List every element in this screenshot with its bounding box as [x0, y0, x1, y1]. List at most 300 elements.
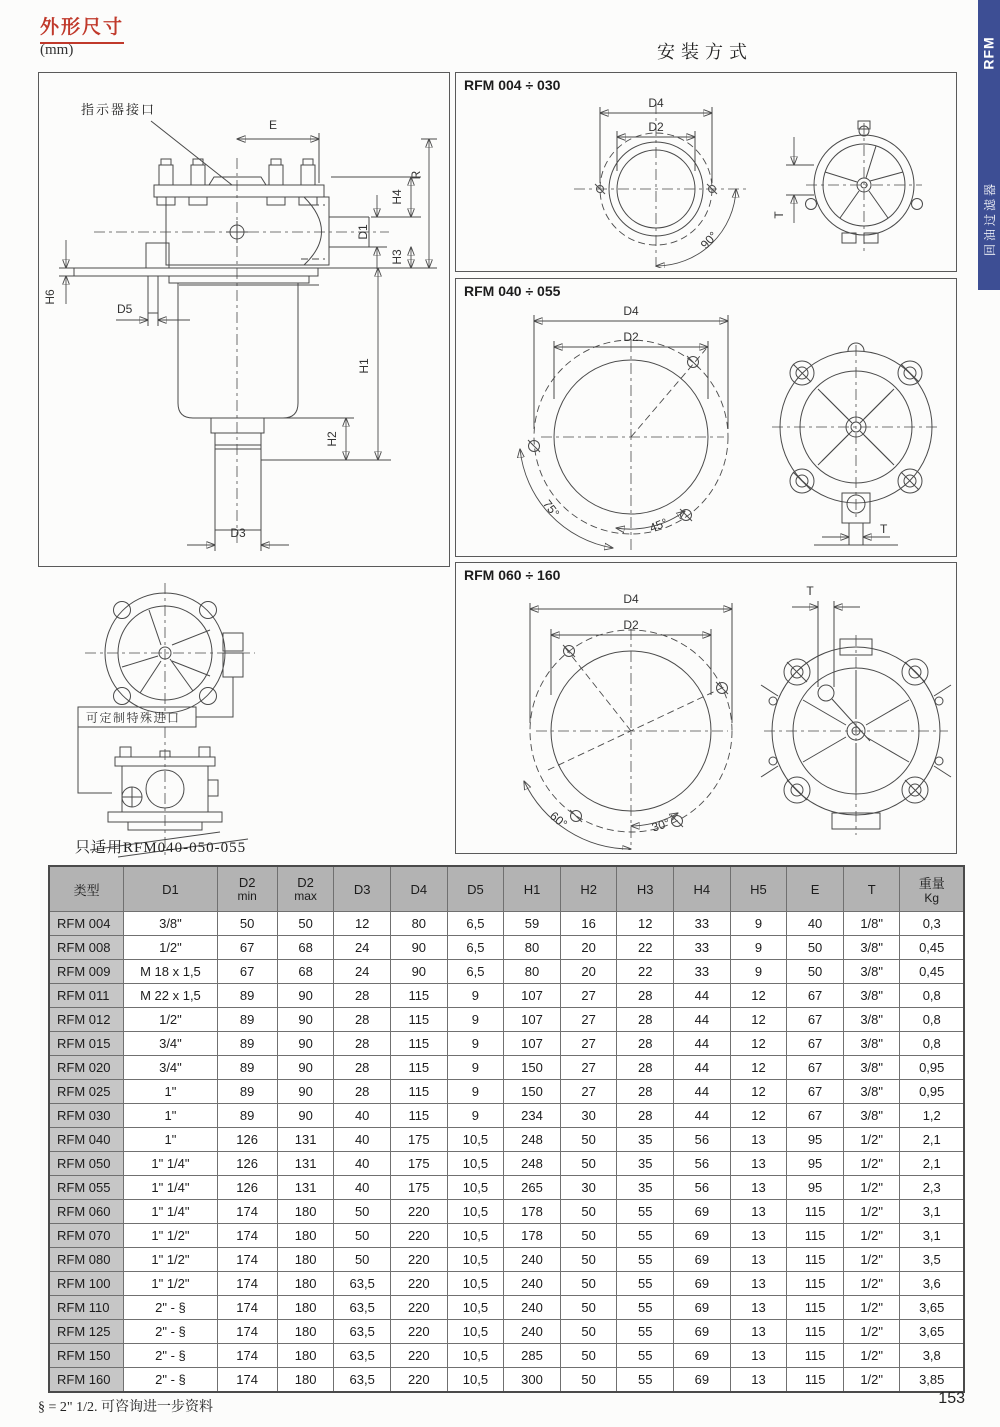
dim-value: 2" - § [124, 1320, 217, 1344]
dim-value: 115 [787, 1200, 844, 1224]
dim-value: 50 [560, 1224, 617, 1248]
model-name: RFM 160 [49, 1368, 124, 1393]
dim-value: 240 [504, 1320, 561, 1344]
dim-value: 13 [730, 1344, 787, 1368]
model-name: RFM 025 [49, 1080, 124, 1104]
dim-value: 9 [447, 984, 504, 1008]
col-header-14: 重量 Kg [900, 866, 964, 912]
dim-value: 175 [391, 1176, 448, 1200]
dim-value: 0,8 [900, 984, 964, 1008]
dim-value: 33 [674, 936, 731, 960]
col-header-11: H5 [730, 866, 787, 912]
dim-value: 90 [277, 1056, 334, 1080]
dim-value: 1" 1/2" [124, 1248, 217, 1272]
dim-value: 13 [730, 1176, 787, 1200]
dim-value: 44 [674, 1032, 731, 1056]
dim-value: 174 [217, 1320, 277, 1344]
dim-value: 24 [334, 960, 391, 984]
col-header-7: H1 [504, 866, 561, 912]
dim-value: 12 [730, 1080, 787, 1104]
dim-value: 56 [674, 1176, 731, 1200]
table-row [49, 1080, 964, 1104]
dim-value: 50 [560, 1128, 617, 1152]
filter-side-view-drawing [39, 73, 449, 566]
dim-value: 1,2 [900, 1104, 964, 1128]
dim-value: 10,5 [447, 1320, 504, 1344]
model-name: RFM 055 [49, 1176, 124, 1200]
dim-value: 115 [391, 1080, 448, 1104]
dim-value: 220 [391, 1296, 448, 1320]
panel-title: RFM 060 ÷ 160 [464, 567, 561, 583]
dim-value: 50 [334, 1224, 391, 1248]
table-row [49, 1128, 964, 1152]
dim-value: 89 [217, 1104, 277, 1128]
special-inlet-caption: 只适用RFM040-050-055 [75, 840, 247, 856]
dim-value: 90 [391, 936, 448, 960]
dim-value: 55 [617, 1368, 674, 1393]
dim-value: 248 [504, 1152, 561, 1176]
page-title: 外形尺寸 [40, 12, 124, 44]
dim-value: 3/8" [843, 960, 900, 984]
dim-value: 220 [391, 1344, 448, 1368]
dim-value: 1/2" [124, 1008, 217, 1032]
dim-value: 1/2" [843, 1272, 900, 1296]
dim-value: 44 [674, 1056, 731, 1080]
unit-label: (mm) [40, 42, 74, 58]
dim-value: 9 [730, 912, 787, 936]
dim-value: 13 [730, 1224, 787, 1248]
dim-value: 0,8 [900, 1008, 964, 1032]
side-tab-model-label: RFM [981, 36, 998, 70]
angle-label-45: 45° [647, 515, 670, 536]
page-number: 153 [938, 1390, 965, 1407]
angle-label-30: 30° [649, 815, 672, 835]
dim-value: 50 [334, 1248, 391, 1272]
dim-value: 126 [217, 1152, 277, 1176]
col-header-9: H3 [617, 866, 674, 912]
dim-value: 95 [787, 1152, 844, 1176]
dim-value: 40 [334, 1104, 391, 1128]
table-row [49, 1104, 964, 1128]
dim-value: 3/8" [124, 912, 217, 936]
mounting-panel-004-030 [455, 72, 957, 272]
dim-value: 115 [787, 1248, 844, 1272]
dim-value: 89 [217, 1008, 277, 1032]
dim-value: 28 [334, 1056, 391, 1080]
dim-value: 1" 1/4" [124, 1200, 217, 1224]
dim-label-r: R [409, 170, 423, 180]
dim-value: 0,3 [900, 912, 964, 936]
dim-value: 174 [217, 1368, 277, 1393]
panel-title: RFM 004 ÷ 030 [464, 77, 561, 93]
dim-value: 68 [277, 936, 334, 960]
dim-value: 80 [504, 960, 561, 984]
dim-value: 1" [124, 1128, 217, 1152]
dim-value: 69 [674, 1200, 731, 1224]
spec-table-head [49, 866, 964, 912]
dim-label-h1: H1 [357, 358, 371, 374]
dim-value: 2,1 [900, 1152, 964, 1176]
dim-value: 107 [504, 1032, 561, 1056]
dim-value: 3,8 [900, 1344, 964, 1368]
dim-value: 28 [334, 1080, 391, 1104]
dim-label-d2: D2 [623, 330, 639, 344]
dim-value: 2" - § [124, 1344, 217, 1368]
dim-value: 2,1 [900, 1128, 964, 1152]
dim-value: 1" 1/2" [124, 1272, 217, 1296]
dim-value: 115 [391, 1032, 448, 1056]
dim-value: 126 [217, 1176, 277, 1200]
dim-value: 2,3 [900, 1176, 964, 1200]
dim-value: 67 [217, 960, 277, 984]
dim-value: 1/2" [124, 936, 217, 960]
dim-value: 67 [787, 1008, 844, 1032]
dim-value: 30 [560, 1176, 617, 1200]
dim-label-d3: D3 [230, 526, 246, 540]
mounting-drawing-040-055 [456, 279, 953, 553]
dim-value: 3,6 [900, 1272, 964, 1296]
dim-value: 2" - § [124, 1368, 217, 1393]
dim-value: 55 [617, 1296, 674, 1320]
dim-value: 10,5 [447, 1152, 504, 1176]
dim-value: 90 [277, 1080, 334, 1104]
table-row [49, 1344, 964, 1368]
dim-value: 59 [504, 912, 561, 936]
panel-title: RFM 040 ÷ 055 [464, 283, 561, 299]
dim-value: 220 [391, 1200, 448, 1224]
angle-label-90: 90° [697, 228, 721, 252]
dim-value: 50 [277, 912, 334, 936]
dim-value: 55 [617, 1272, 674, 1296]
dim-value: 55 [617, 1248, 674, 1272]
dim-value: 13 [730, 1200, 787, 1224]
dim-value: 90 [277, 984, 334, 1008]
dim-value: 28 [617, 1032, 674, 1056]
dim-value: 95 [787, 1176, 844, 1200]
dim-value: 0,45 [900, 960, 964, 984]
dim-value: 10,5 [447, 1296, 504, 1320]
model-name: RFM 125 [49, 1320, 124, 1344]
dim-value: 175 [391, 1152, 448, 1176]
spec-table [48, 865, 965, 1393]
dim-value: 115 [787, 1272, 844, 1296]
table-row [49, 912, 964, 936]
dim-value: 6,5 [447, 960, 504, 984]
dim-value: 10,5 [447, 1368, 504, 1393]
dim-value: 44 [674, 1104, 731, 1128]
dim-value: 3,65 [900, 1320, 964, 1344]
model-name: RFM 050 [49, 1152, 124, 1176]
dim-value: 10,5 [447, 1272, 504, 1296]
dim-value: 0,8 [900, 1032, 964, 1056]
dim-value: 9 [730, 960, 787, 984]
dim-value: 27 [560, 984, 617, 1008]
dim-value: 69 [674, 1320, 731, 1344]
dim-value: 50 [787, 936, 844, 960]
dim-value: 131 [277, 1176, 334, 1200]
table-header-row [49, 866, 964, 912]
dim-value: 50 [217, 912, 277, 936]
dim-value: 12 [730, 1032, 787, 1056]
dim-value: 12 [730, 1008, 787, 1032]
dim-label-d1: D1 [356, 224, 370, 240]
dim-value: 12 [617, 912, 674, 936]
dim-value: 234 [504, 1104, 561, 1128]
dim-value: 13 [730, 1152, 787, 1176]
dim-value: 1/2" [843, 1320, 900, 1344]
model-name: RFM 070 [49, 1224, 124, 1248]
dim-value: 13 [730, 1320, 787, 1344]
dim-value: 1/2" [843, 1344, 900, 1368]
dim-label-d4: D4 [648, 96, 664, 110]
dim-value: 69 [674, 1248, 731, 1272]
side-tab [978, 0, 1000, 290]
table-row [49, 1032, 964, 1056]
mounting-drawing-004-030 [456, 73, 953, 268]
dim-value: 131 [277, 1128, 334, 1152]
dim-value: 220 [391, 1272, 448, 1296]
dim-value: 63,5 [334, 1296, 391, 1320]
dim-value: 9 [447, 1008, 504, 1032]
dim-value: 50 [560, 1248, 617, 1272]
dim-value: 0,45 [900, 936, 964, 960]
dim-value: 3,65 [900, 1296, 964, 1320]
dim-value: 180 [277, 1272, 334, 1296]
col-header-8: H2 [560, 866, 617, 912]
dim-value: 1" 1/4" [124, 1152, 217, 1176]
table-row [49, 1224, 964, 1248]
dim-value: 40 [334, 1176, 391, 1200]
dim-value: 1/2" [843, 1176, 900, 1200]
dim-value: 1/2" [843, 1152, 900, 1176]
dim-value: 89 [217, 984, 277, 1008]
dim-value: 115 [787, 1368, 844, 1393]
model-name: RFM 012 [49, 1008, 124, 1032]
dim-value: 3/8" [843, 1080, 900, 1104]
dim-value: 50 [787, 960, 844, 984]
dim-label-d5: D5 [117, 302, 133, 316]
dim-value: 28 [617, 1008, 674, 1032]
dim-value: 10,5 [447, 1224, 504, 1248]
dim-value: 90 [391, 960, 448, 984]
dim-value: 63,5 [334, 1368, 391, 1393]
dim-value: 67 [787, 1056, 844, 1080]
special-inlet-callout: 可定制特殊进口 [86, 711, 181, 725]
model-name: RFM 080 [49, 1248, 124, 1272]
dim-value: 174 [217, 1296, 277, 1320]
dim-value: 13 [730, 1128, 787, 1152]
dim-value: 63,5 [334, 1320, 391, 1344]
model-name: RFM 110 [49, 1296, 124, 1320]
dim-value: 3/4" [124, 1032, 217, 1056]
model-name: RFM 009 [49, 960, 124, 984]
col-header-5: D4 [391, 866, 448, 912]
dim-value: 20 [560, 960, 617, 984]
dim-value: 115 [787, 1344, 844, 1368]
dim-value: 220 [391, 1320, 448, 1344]
col-header-13: T [843, 866, 900, 912]
dim-label-d2: D2 [623, 618, 639, 632]
dim-value: 240 [504, 1248, 561, 1272]
dim-value: 1" [124, 1080, 217, 1104]
dim-value: 3/8" [843, 936, 900, 960]
dim-value: 12 [730, 1104, 787, 1128]
dim-value: 9 [447, 1056, 504, 1080]
dim-value: 300 [504, 1368, 561, 1393]
side-tab-category-label: 回油过滤器 [982, 180, 997, 256]
dim-value: 174 [217, 1224, 277, 1248]
dim-value: 63,5 [334, 1272, 391, 1296]
dim-value: 28 [617, 1080, 674, 1104]
dim-value: 248 [504, 1128, 561, 1152]
dim-value: 40 [334, 1128, 391, 1152]
table-row [49, 1368, 964, 1393]
dim-value: 10,5 [447, 1176, 504, 1200]
dim-value: 3,1 [900, 1200, 964, 1224]
col-header-10: H4 [674, 866, 731, 912]
dim-value: 3/4" [124, 1056, 217, 1080]
dim-value: 27 [560, 1056, 617, 1080]
dim-value: 35 [617, 1152, 674, 1176]
dim-value: 40 [787, 912, 844, 936]
col-header-1: D1 [124, 866, 217, 912]
dim-value: 13 [730, 1368, 787, 1393]
special-inlet-drawing [60, 575, 350, 865]
table-row [49, 1320, 964, 1344]
footnote: § = 2" 1/2. 可咨询进一步资料 [38, 1400, 213, 1415]
table-row [49, 1200, 964, 1224]
dim-value: 89 [217, 1080, 277, 1104]
dim-value: 174 [217, 1344, 277, 1368]
install-title: 安装方式 [657, 42, 753, 62]
table-row [49, 1152, 964, 1176]
dim-value: 1/2" [843, 1128, 900, 1152]
dim-label-d2: D2 [648, 120, 664, 134]
dim-value: 115 [391, 1008, 448, 1032]
dim-value: 44 [674, 984, 731, 1008]
dim-value: 180 [277, 1320, 334, 1344]
table-body [49, 912, 964, 1393]
dim-label-h3: H3 [390, 249, 404, 265]
dim-value: 1/2" [843, 1248, 900, 1272]
dim-value: 28 [334, 984, 391, 1008]
dim-value: 89 [217, 1032, 277, 1056]
dim-value: 107 [504, 1008, 561, 1032]
dim-value: 27 [560, 1032, 617, 1056]
dim-value: 67 [787, 1032, 844, 1056]
model-name: RFM 015 [49, 1032, 124, 1056]
dim-value: 240 [504, 1272, 561, 1296]
dim-value: 220 [391, 1248, 448, 1272]
dim-value: 1/2" [843, 1224, 900, 1248]
dim-value: 67 [787, 1080, 844, 1104]
dim-value: 10,5 [447, 1128, 504, 1152]
col-header-4: D3 [334, 866, 391, 912]
dim-value: 180 [277, 1248, 334, 1272]
dim-value: 30 [560, 1104, 617, 1128]
col-header-6: D5 [447, 866, 504, 912]
col-header-12: E [787, 866, 844, 912]
dim-value: 90 [277, 1008, 334, 1032]
dim-value: 50 [334, 1200, 391, 1224]
model-name: RFM 004 [49, 912, 124, 936]
model-name: RFM 150 [49, 1344, 124, 1368]
table-row [49, 1272, 964, 1296]
dim-value: 1/2" [843, 1200, 900, 1224]
dim-value: 115 [787, 1320, 844, 1344]
dim-value: 131 [277, 1152, 334, 1176]
dim-value: 55 [617, 1344, 674, 1368]
dim-label-t: T [806, 584, 814, 598]
mounting-drawing-060-160 [456, 563, 953, 850]
dim-value: 28 [617, 984, 674, 1008]
dim-value: 12 [730, 984, 787, 1008]
dim-value: 44 [674, 1080, 731, 1104]
dim-label-e: E [268, 118, 278, 132]
dim-value: 50 [560, 1344, 617, 1368]
dim-value: 27 [560, 1080, 617, 1104]
model-name: RFM 008 [49, 936, 124, 960]
col-header-3: D2 max [277, 866, 334, 912]
dim-value: 115 [787, 1224, 844, 1248]
dim-value: 68 [277, 960, 334, 984]
dim-value: 1/2" [843, 1368, 900, 1393]
dim-value: 90 [277, 1032, 334, 1056]
dim-value: 6,5 [447, 912, 504, 936]
dim-value: 27 [560, 1008, 617, 1032]
dim-value: 115 [391, 984, 448, 1008]
table-row [49, 1176, 964, 1200]
dim-value: 50 [560, 1368, 617, 1393]
dim-value: 180 [277, 1296, 334, 1320]
dim-value: 40 [334, 1152, 391, 1176]
dim-label-d4: D4 [623, 304, 639, 318]
dim-value: 0,95 [900, 1080, 964, 1104]
table-row [49, 1296, 964, 1320]
dim-value: 55 [617, 1200, 674, 1224]
dim-value: 28 [617, 1104, 674, 1128]
dim-value: 0,95 [900, 1056, 964, 1080]
dim-value: 175 [391, 1128, 448, 1152]
dim-value: 33 [674, 912, 731, 936]
dim-value: 265 [504, 1176, 561, 1200]
dim-value: 56 [674, 1128, 731, 1152]
dim-value: 56 [674, 1152, 731, 1176]
mounting-panel-060-160 [455, 562, 957, 854]
dim-value: 1" [124, 1104, 217, 1128]
dim-value: 24 [334, 936, 391, 960]
dim-value: 3/8" [843, 1008, 900, 1032]
dim-value: 150 [504, 1080, 561, 1104]
dim-value: 44 [674, 1008, 731, 1032]
dim-value: 10,5 [447, 1200, 504, 1224]
dim-value: 67 [217, 936, 277, 960]
dim-value: 80 [504, 936, 561, 960]
model-name: RFM 040 [49, 1128, 124, 1152]
dim-value: 3/8" [843, 1104, 900, 1128]
dim-value: 28 [334, 1032, 391, 1056]
table-row [49, 960, 964, 984]
dim-value: 69 [674, 1272, 731, 1296]
dim-value: 174 [217, 1248, 277, 1272]
model-name: RFM 100 [49, 1272, 124, 1296]
dim-value: 126 [217, 1128, 277, 1152]
angle-label-75: 75° [540, 497, 563, 521]
dim-value: M 18 x 1,5 [124, 960, 217, 984]
dim-value: 69 [674, 1344, 731, 1368]
dim-value: 9 [447, 1080, 504, 1104]
dim-value: 9 [447, 1104, 504, 1128]
